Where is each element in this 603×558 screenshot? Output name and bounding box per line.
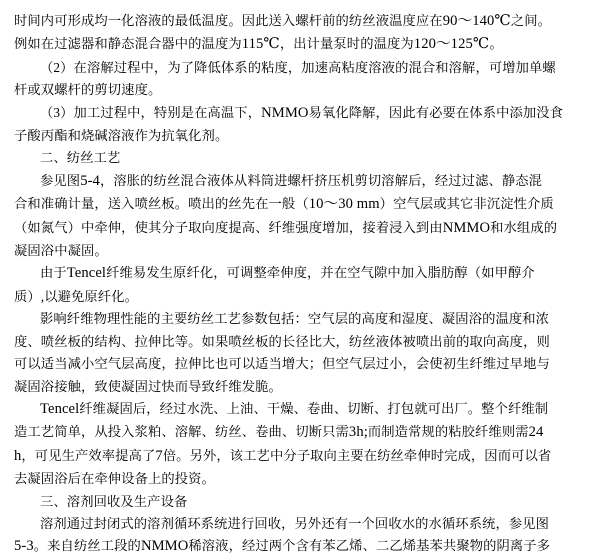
inline-text-run: 造工艺简单，从投入浆粕、溶解、纺丝、卷曲、切断只需 — [14, 424, 349, 440]
inline-latin-run: 5-4 — [80, 172, 100, 189]
paragraph — [14, 102, 589, 124]
paragraph — [14, 491, 589, 512]
paragraph — [14, 217, 589, 239]
paragraph — [14, 513, 589, 534]
inline-text-run: 凝固浴中凝固。 — [14, 243, 108, 259]
inline-text-run: 纤维易发生原纤化，可调整牵伸度，并在空气隙中加入脂肪醇（如甲醇介 — [106, 265, 535, 281]
inline-text-run: 参见图 — [40, 172, 81, 188]
inline-text-run: 凝固浴接触，致使凝固过快而导致纤维发脆。 — [14, 378, 282, 394]
inline-text-run: 稀溶液，经过两个含有苯乙烯、二乙烯基苯共聚物的阴离子多 — [188, 538, 551, 554]
paragraph — [14, 79, 589, 100]
inline-text-run: 度、喷丝板的结构、拉伸比等。如果喷丝板的长径比大，纺丝液体被喷出前的取向高度，则 — [14, 333, 550, 349]
inline-text-run: 之间。 — [510, 13, 552, 28]
inline-text-run: 影响纤维物理性能的主要纺丝工艺参数包括：空气层的高度和湿度、凝固浴的温度和浓 — [40, 311, 550, 327]
document-body — [14, 10, 589, 558]
inline-latin-run: 10～30 mm — [308, 196, 380, 213]
inline-latin-run: 90～140℃ — [442, 13, 511, 29]
paragraph — [14, 170, 589, 192]
paragraph — [14, 240, 589, 261]
inline-text-run: 三、溶剂回收及生产设备 — [40, 493, 188, 509]
inline-text-run: ，溶胀的纺丝混合液体从料筒进螺杆挤压机剪切溶解后，经过过滤、静态混 — [99, 172, 543, 188]
paragraph — [14, 331, 589, 352]
paragraph — [14, 445, 589, 467]
inline-text-run: （3）加工过程中，特别是在高温下， — [40, 104, 262, 120]
inline-text-run: 而制造常规的粘胶纤维则需 — [367, 424, 529, 440]
paragraph — [14, 33, 589, 55]
paragraph — [14, 353, 589, 374]
inline-text-run: 去凝固浴后在牵伸设备上的投资。 — [14, 471, 215, 487]
inline-text-run: ，出计量泵时的温度为 — [279, 36, 414, 52]
paragraph — [14, 10, 589, 32]
inline-latin-run: Tencel — [40, 400, 80, 417]
inline-text-run: 例如在过滤器和静态混合器中的温度为 — [14, 36, 242, 52]
inline-text-run: （2）在溶解过程中，为了降低体系的粘度，加速高粘度溶液的混合和溶解，可增加单螺 — [40, 59, 556, 75]
inline-latin-run: 3h; — [348, 424, 368, 441]
inline-text-run: 二、纺丝工艺 — [40, 150, 121, 166]
inline-text-run: 溶剂通过封闭式的溶剂循环系统进行回收，另外还有一个回收水的水循环系统，参见图 — [40, 515, 550, 531]
inline-text-run: 纤维凝固后，经过水洗、上油、干燥、卷曲、切断、打包就可出厂。整个纤维制 — [79, 400, 549, 416]
inline-latin-run: 7 — [155, 447, 163, 464]
inline-latin-run: NMMO — [442, 219, 491, 236]
paragraph — [14, 262, 589, 284]
paragraph — [14, 421, 589, 443]
paragraph — [14, 286, 589, 307]
paragraph — [14, 468, 589, 489]
paragraph — [14, 398, 589, 420]
inline-latin-run: NMMO — [261, 104, 309, 121]
inline-text-run: 时间内可形成均一化溶液的最低温度。因此送入螺杆前的纺丝液温度应在 — [14, 13, 443, 28]
paragraph — [14, 147, 589, 168]
inline-text-run: 。 — [489, 36, 503, 52]
inline-text-run: 合和准确计量，送入喷丝板。喷出的丝先在一般（ — [14, 196, 309, 212]
inline-text-run: 。来自纺丝工段的 — [33, 538, 141, 554]
paragraph — [14, 125, 589, 146]
inline-text-run: 质）,以避免原纤化。 — [14, 288, 138, 304]
inline-latin-run: Tencel — [66, 265, 107, 282]
inline-text-run: 可以适当减小空气层高度，拉伸比也可以适当增大；但空气层过小，会使初生纤维过早地与 — [14, 356, 550, 372]
inline-text-run: 杆或双螺杆的剪切速度。 — [14, 82, 162, 98]
inline-latin-run: 120～125℃ — [413, 36, 490, 53]
paragraph — [14, 308, 589, 329]
paragraph — [14, 535, 589, 557]
inline-text-run: 和水组成的 — [490, 219, 558, 235]
inline-latin-run: 5-3 — [14, 538, 34, 555]
paragraph — [14, 57, 589, 78]
inline-text-run: ）空气层或其它非沉淀性介质 — [379, 196, 554, 212]
inline-text-run: 易氧化降解，因此有必要在体系中添加没食 — [308, 104, 564, 120]
inline-latin-run: NMMO — [140, 538, 189, 555]
inline-text-run: 子酸丙酯和烧碱溶液作为抗氧化剂。 — [14, 128, 229, 144]
paragraph — [14, 193, 589, 215]
inline-latin-run: 115℃ — [241, 36, 280, 53]
inline-text-run: ，可见生产效率提高了 — [21, 447, 156, 463]
inline-text-run: 倍。另外，该工艺中分子取向主要在纺丝牵伸时完成，因而可以省 — [162, 447, 552, 463]
paragraph — [14, 376, 589, 397]
inline-latin-run: h — [14, 447, 22, 464]
inline-text-run: （如氮气）中牵伸，使其分子取向度提高、纤维强度增加，接着浸入到由 — [14, 219, 443, 235]
inline-latin-run: 24 — [528, 424, 544, 441]
inline-text-run: 由于 — [40, 265, 67, 281]
